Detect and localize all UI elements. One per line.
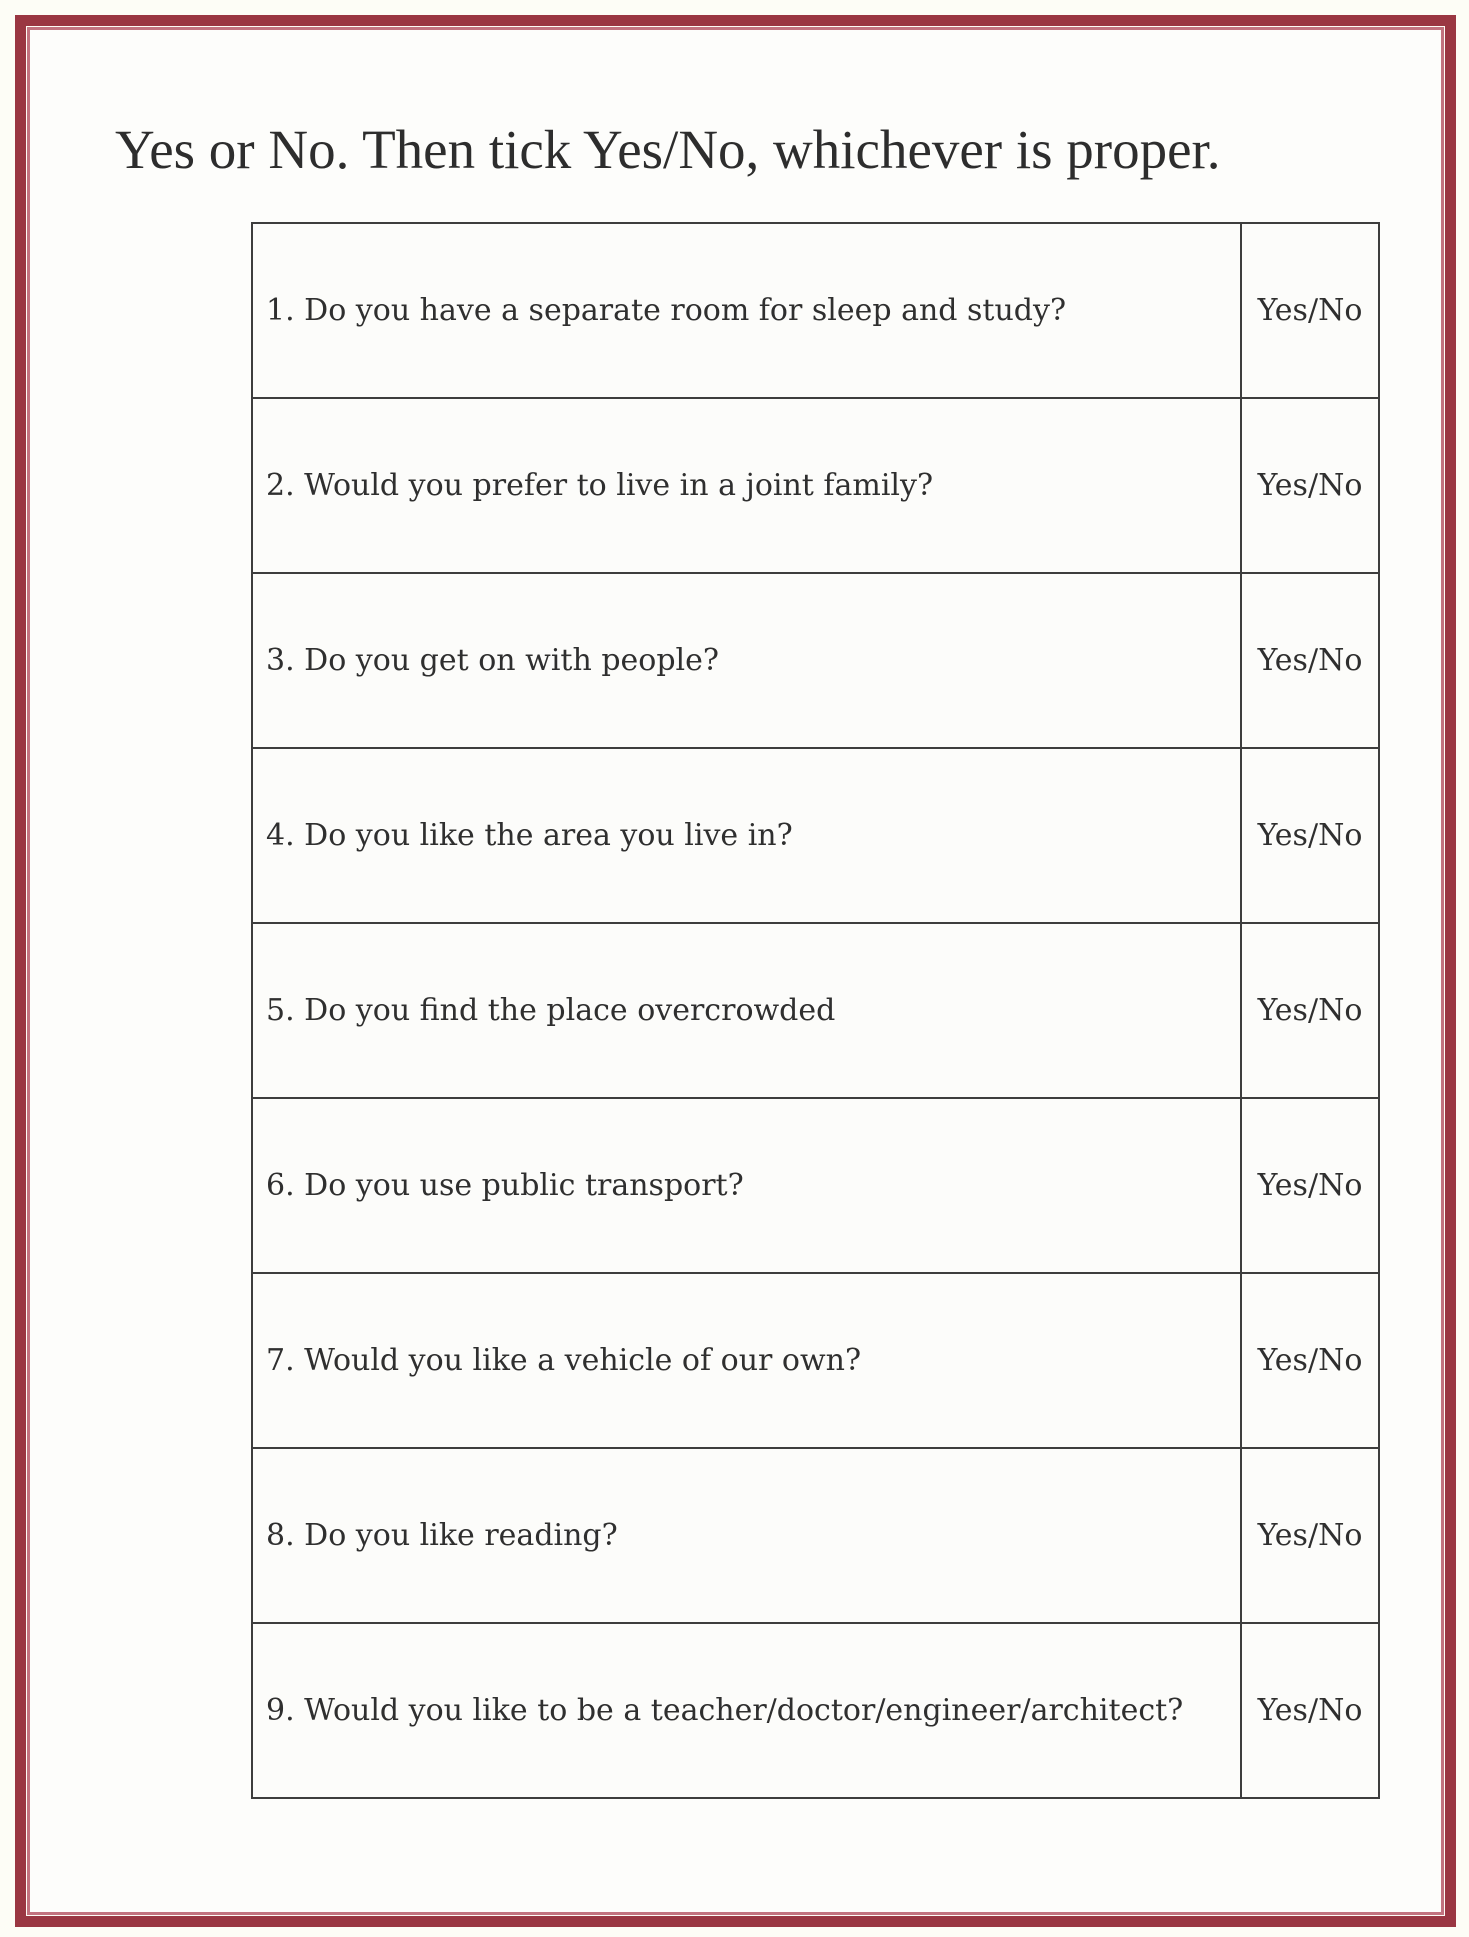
answer-cell[interactable]: Yes/No [1241, 923, 1379, 1098]
answer-cell[interactable]: Yes/No [1241, 1273, 1379, 1448]
table-row [252, 573, 1379, 748]
answer-cell[interactable]: Yes/No [1241, 398, 1379, 573]
question-cell: 1. Do you have a separate room for sleep and study? [252, 223, 1241, 398]
answer-cell[interactable]: Yes/No [1241, 1448, 1379, 1623]
table-row [252, 923, 1379, 1098]
table-row [252, 748, 1379, 923]
question-cell: 8. Do you like reading? [252, 1448, 1241, 1623]
answer-cell[interactable]: Yes/No [1241, 748, 1379, 923]
question-cell: 4. Do you like the area you live in? [252, 748, 1241, 923]
question-cell: 9. Would you like to be a teacher/doctor/engineer/architect? [252, 1623, 1241, 1798]
table-row [252, 1098, 1379, 1273]
answer-cell[interactable]: Yes/No [1241, 573, 1379, 748]
question-cell: 6. Do you use public transport? [252, 1098, 1241, 1273]
answer-cell[interactable]: Yes/No [1241, 223, 1379, 398]
yes-no-questions-table [251, 222, 1380, 1799]
table-row [252, 398, 1379, 573]
table-row [252, 223, 1379, 398]
table-row [252, 1448, 1379, 1623]
table-row [252, 1273, 1379, 1448]
table-row [252, 1623, 1379, 1798]
question-cell: 2. Would you prefer to live in a joint family? [252, 398, 1241, 573]
answer-cell[interactable]: Yes/No [1241, 1623, 1379, 1798]
question-cell: 5. Do you find the place overcrowded [252, 923, 1241, 1098]
answer-cell[interactable]: Yes/No [1241, 1098, 1379, 1273]
page-title: Yes or No. Then tick Yes/No, whichever is proper. [115, 119, 1221, 180]
question-cell: 7. Would you like a vehicle of our own? [252, 1273, 1241, 1448]
question-cell: 3. Do you get on with people? [252, 573, 1241, 748]
